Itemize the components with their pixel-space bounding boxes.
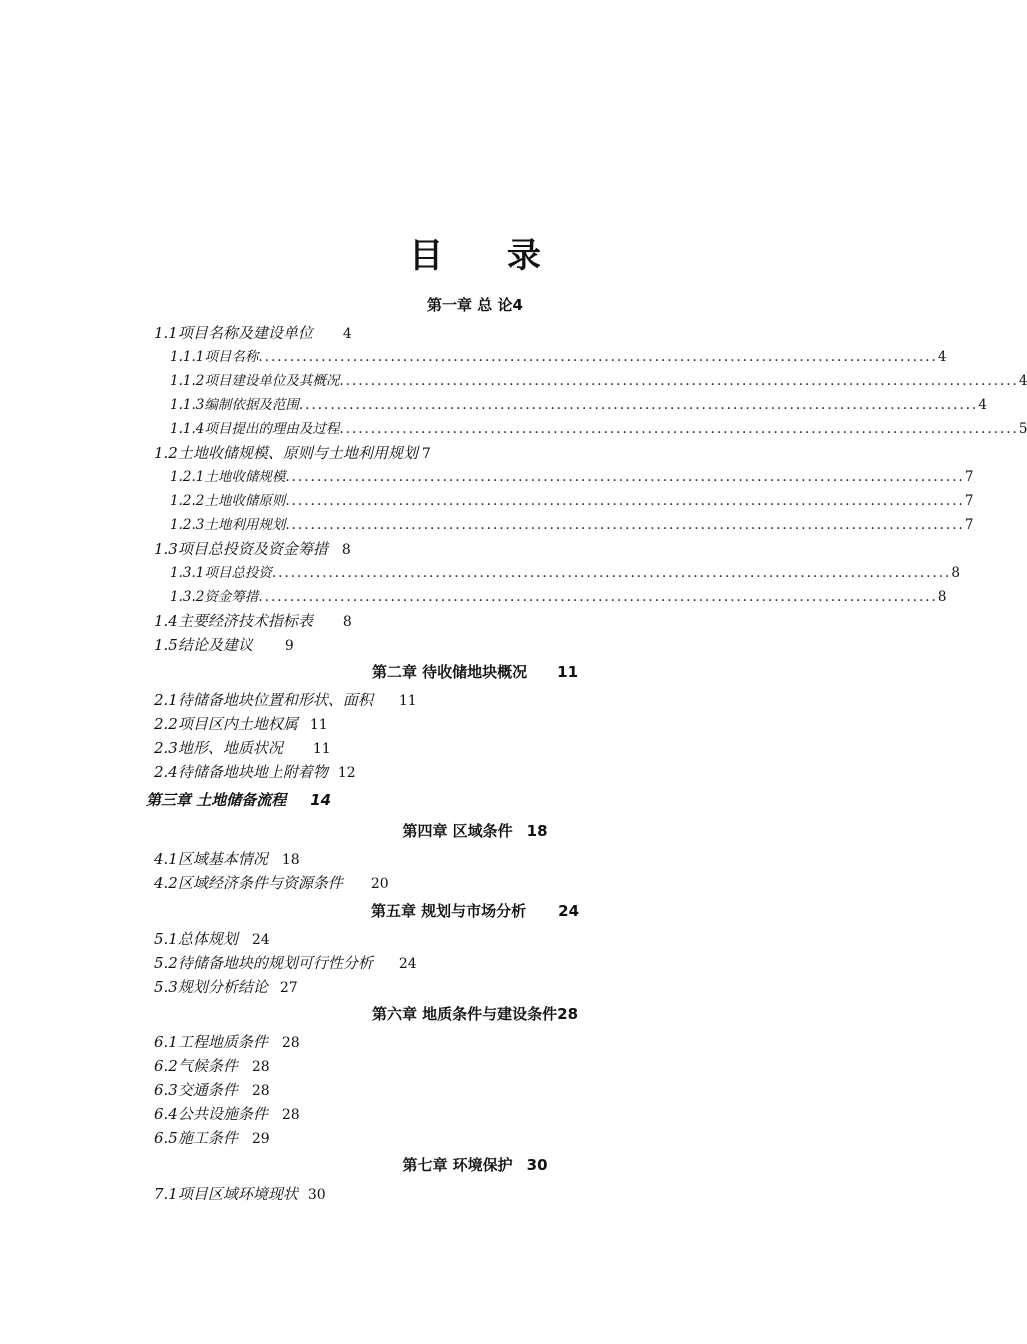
entry-label: 1.3.1项目总投资	[170, 565, 272, 581]
entry-page: 11	[312, 741, 331, 757]
entry-page: 29	[251, 1131, 270, 1147]
entry-page: 18	[281, 852, 300, 868]
dot-leader: ............................................................................................................	[258, 349, 938, 365]
toc-entry-1-1-4[interactable]	[170, 418, 1027, 440]
entry-page: 8	[937, 589, 947, 605]
chapter-4-heading[interactable]	[0, 820, 950, 842]
entry-label: 5.2待储备地块的规划可行性分析	[154, 954, 373, 972]
dot-leader: ............................................................................................................	[258, 589, 938, 605]
entry-label: 1.1项目名称及建设单位	[154, 324, 313, 342]
toc-entry-2-1[interactable]	[154, 689, 417, 711]
entry-label: 6.3交通条件	[154, 1081, 238, 1099]
entry-page: 12	[337, 765, 356, 781]
entry-label: 7.1项目区域环境现状	[154, 1185, 298, 1203]
chapter-3-heading[interactable]	[146, 789, 331, 811]
chapter-label: 第七章 环境保护	[402, 1156, 513, 1174]
entry-label: 6.1工程地质条件	[154, 1033, 268, 1051]
toc-entry-6-3[interactable]	[154, 1079, 270, 1101]
entry-page: 4	[342, 326, 352, 342]
entry-page: 27	[279, 980, 298, 996]
toc-entry-5-1[interactable]	[154, 928, 270, 950]
dot-leader: ............................................................................................................	[271, 565, 952, 581]
entry-label: 1.1.1项目名称	[170, 349, 259, 365]
entry-page: 7	[964, 517, 974, 533]
entry-page: 20	[370, 876, 389, 892]
entry-label: 1.2.2土地收储原则	[170, 493, 286, 509]
chapter-1-heading[interactable]	[0, 294, 950, 316]
entry-label: 6.2气候条件	[154, 1057, 238, 1075]
chapter-page: 11	[557, 663, 579, 681]
entry-page: 4	[937, 349, 947, 365]
entry-page: 7	[964, 493, 974, 509]
entry-page: 7	[964, 469, 974, 485]
entry-label: 2.1待储备地块位置和形状、面积	[154, 691, 373, 709]
entry-label: 1.4主要经济技术指标表	[154, 612, 313, 630]
dot-leader: ............................................................................................................	[298, 397, 979, 413]
chapter-6-text: 第六章 地质条件与建设条件28	[371, 1005, 579, 1023]
dot-leader: ............................................................................................................	[285, 517, 965, 533]
toc-entry-4-2[interactable]	[154, 872, 389, 894]
toc-entry-1-2[interactable]	[154, 442, 431, 464]
entry-page: 24	[251, 932, 270, 948]
entry-label: 1.5结论及建议	[154, 636, 253, 654]
toc-entry-7-1[interactable]	[154, 1183, 326, 1205]
toc-entry-6-1[interactable]	[154, 1031, 300, 1053]
entry-label: 1.1.4项目提出的理由及过程	[170, 421, 340, 437]
toc-entry-1-5[interactable]	[154, 634, 294, 656]
entry-label: 2.4待储备地块地上附着物	[154, 763, 328, 781]
toc-entry-5-2[interactable]	[154, 952, 417, 974]
chapter-1-text: 第一章 总 论4	[427, 296, 523, 314]
dot-leader: ............................................................................................................	[285, 469, 965, 485]
entry-page: 24	[398, 956, 417, 972]
entry-page: 8	[341, 542, 351, 558]
chapter-label: 第二章 待收储地块概况	[371, 663, 528, 681]
entry-label: 2.2项目区内土地权属	[154, 715, 298, 733]
entry-page: 8	[342, 614, 352, 630]
entry-label: 1.1.3编制依据及范围	[170, 397, 299, 413]
chapter-2-heading[interactable]	[0, 661, 950, 683]
entry-label: 4.1区域基本情况	[154, 850, 268, 868]
entry-label: 1.2.1土地收储规模	[170, 469, 286, 485]
toc-entry-1-2-1[interactable]	[170, 466, 974, 488]
entry-label: 5.3规划分析结论	[154, 978, 268, 996]
toc-entry-6-2[interactable]	[154, 1055, 270, 1077]
chapter-7-heading[interactable]	[0, 1154, 950, 1176]
entry-page: 11	[398, 693, 417, 709]
chapter-label: 第四章 区域条件	[402, 822, 513, 840]
entry-label: 1.2土地收储规模、原则与土地利用规划	[154, 444, 418, 462]
entry-label: 5.1总体规划	[154, 930, 238, 948]
toc-entry-1-1-3[interactable]	[170, 394, 987, 416]
chapter-5-heading[interactable]	[0, 900, 950, 922]
toc-entry-5-3[interactable]	[154, 976, 298, 998]
chapter-6-heading[interactable]	[0, 1003, 950, 1025]
chapter-label: 第五章 规划与市场分析	[370, 902, 527, 920]
entry-label: 4.2区域经济条件与资源条件	[154, 874, 343, 892]
chapter-page: 18	[526, 822, 548, 840]
toc-entry-1-2-2[interactable]	[170, 490, 974, 512]
chapter-label: 第三章 土地储备流程	[146, 791, 287, 809]
entry-label: 1.2.3土地利用规划	[170, 517, 286, 533]
toc-entry-4-1[interactable]	[154, 848, 300, 870]
entry-page: 30	[307, 1187, 326, 1203]
entry-page: 9	[284, 638, 294, 654]
toc-title: 目 录	[409, 236, 567, 276]
dot-leader: ............................................................................................................	[339, 373, 1019, 389]
entry-page: 5	[1018, 421, 1027, 437]
entry-page: 28	[251, 1083, 270, 1099]
entry-label: 1.1.2项目建设单位及其概况	[170, 373, 340, 389]
toc-entry-1-3-2[interactable]	[170, 586, 947, 608]
entry-page: 28	[251, 1059, 270, 1075]
entry-label: 2.3地形、地质状况	[154, 739, 283, 757]
toc-entry-1-3-1[interactable]	[170, 562, 960, 584]
toc-entry-1-2-3[interactable]	[170, 514, 974, 536]
toc-entry-1-1-1[interactable]	[170, 346, 947, 368]
toc-entry-2-4[interactable]	[154, 761, 356, 783]
chapter-page: 24	[558, 902, 580, 920]
chapter-page: 14	[310, 791, 332, 809]
dot-leader: ............................................................................................................	[285, 493, 965, 509]
chapter-page: 30	[526, 1156, 548, 1174]
entry-page: 28	[281, 1035, 300, 1051]
entry-page: 11	[309, 717, 328, 733]
toc-entry-6-4[interactable]	[154, 1103, 300, 1125]
entry-page: 8	[951, 565, 960, 581]
entry-label: 6.5施工条件	[154, 1129, 238, 1147]
toc-entry-2-2[interactable]	[154, 713, 328, 735]
toc-entry-2-3[interactable]	[154, 737, 331, 759]
entry-label: 6.4公共设施条件	[154, 1105, 268, 1123]
toc-entry-1-1-2[interactable]	[170, 370, 1027, 392]
entry-page: 28	[281, 1107, 300, 1123]
entry-label: 1.3.2资金筹措	[170, 589, 259, 605]
toc-entry-1-1[interactable]	[154, 322, 352, 344]
entry-page: 4	[978, 397, 987, 413]
toc-entry-1-4[interactable]	[154, 610, 352, 632]
dot-leader: ............................................................................................................	[339, 421, 1019, 437]
toc-entry-6-5[interactable]	[154, 1127, 270, 1149]
entry-page: 4	[1018, 373, 1027, 389]
entry-page: 7	[421, 446, 431, 462]
entry-label: 1.3项目总投资及资金筹措	[154, 540, 328, 558]
toc-entry-1-3[interactable]	[154, 538, 351, 560]
